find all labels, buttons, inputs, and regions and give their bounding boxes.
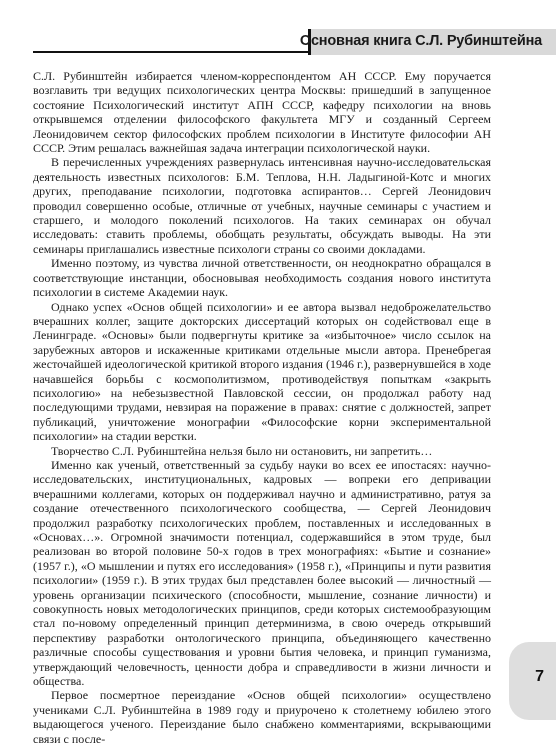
running-header <box>0 21 556 57</box>
header-title: Основная книга С.Л. Рубинштейна <box>299 33 542 49</box>
paragraph: С.Л. Рубинштейн избирается членом-корреспондентом АН СССР. Ему поручается возглавить три ведущих психологических центра Москвы: пришедший в запущенное состояние Психологический институт АПН СССР, кафедру психологии на вновь открывшемся отделении философского факультета МГУ и созданный Сергеем Леонидовичем сектор философских проблем психологии в Институте философии АН СССР. Этим решалась важнейшая задача интеграции психологической науки. <box>33 69 491 156</box>
page-number-tab <box>509 642 556 720</box>
paragraph: Именно поэтому, из чувства личной ответственности, он неоднократно обращался в соответствующие инстанции, обосновывая необходимость создания нового института психологии в системе Академии наук. <box>33 256 491 300</box>
paragraph: Именно как ученый, ответственный за судьбу науки во всех ее ипостасях: научно-исследовательских, институциональных, кадровых — вопреки его депривации вчерашними коллегами, которых он поддерживал научно и административно, ратуя за создание отечественного психологического сообщества, — Сергей Леонидович продолжил разработку психологических проблем, поставленных и исследованных в «Основах…». Огромной значимости потенциал, содержавшийся в этом труде, был реализован во второй половине 50-х годов в трех монографиях: «Бытие и сознание» (1957 г.), «О мышлении и путях его исследования» (1958 г.), «Принципы и пути развития психологии» (1959 г.). В этих трудах был представлен более высокий — личностный — уровень организации психического (способности, мышление, сознание личности) и совокупность новых методологических принципов, среди которых системообразующим стал по-новому определенный принцип детерминизма, в свою очередь открывший перспективу разработки онтологического принципа, объединяющего качественно различные способы существования и уровни бытия человека, и принцип гуманизма, утверждающий человечность, ценности добра и справедливости в жизни личности и общества. <box>33 457 491 689</box>
paragraph: Однако успех «Основ общей психологии» и ее автора вызвал недоброжелательство вчерашних коллег, защите докторских диссертаций которых он содействовал еще в Ленинграде. «Основы» были подвергнуты критике за «избыточное» число ссылок на зарубежных авторов и искаженные критиками отдельные мысли автора. Пренебрегая жесточайшей идеологической критикой второго издания (1946 г.), развернувшейся в ходе начавшейся борьбы с космополитизмом, противодействуя попыткам «закрыть психологию» на небезызвестной Павловской сессии, он продолжал работу над последующими трудами, невзирая на поражение в правах: снятие с должностей, запрет публикаций, уничтожение монографии «Философские корни экспериментальной психологии» на стадии верстки. <box>33 299 491 444</box>
paragraph: В перечисленных учреждениях развернулась интенсивная научно-исследовательская деятельность известных психологов: Б.М. Теплова, Н.Н. Ладыгиной-Котс и многих других, преподавание психологии, подготовка аспирантов… Сергей Леонидович проводил совершенно особые, отличные от учебных, научные семинары с участием и старшего, и молодого поколений психологов. На таких семинарах он обучал исследовать: ставить проблемы, обобщать результаты, обсуждать выводы. На эти семинары приглашались известные психологи страны со своими докладами. <box>33 155 491 256</box>
paragraph: Первое посмертное переиздание «Основ общей психологии» осуществлено учениками С.Л. Рубинштейна в 1989 году и приурочено к столетнему юбилею этого выдающегося ученого. Переиздание было снабжено комментариями, вскрывающими связи с после- <box>33 688 491 746</box>
body-text <box>33 69 491 746</box>
page-number: 7 <box>535 668 544 685</box>
paragraph: Творчество С.Л. Рубинштейна нельзя было ни остановить, ни запретить… <box>51 443 433 458</box>
